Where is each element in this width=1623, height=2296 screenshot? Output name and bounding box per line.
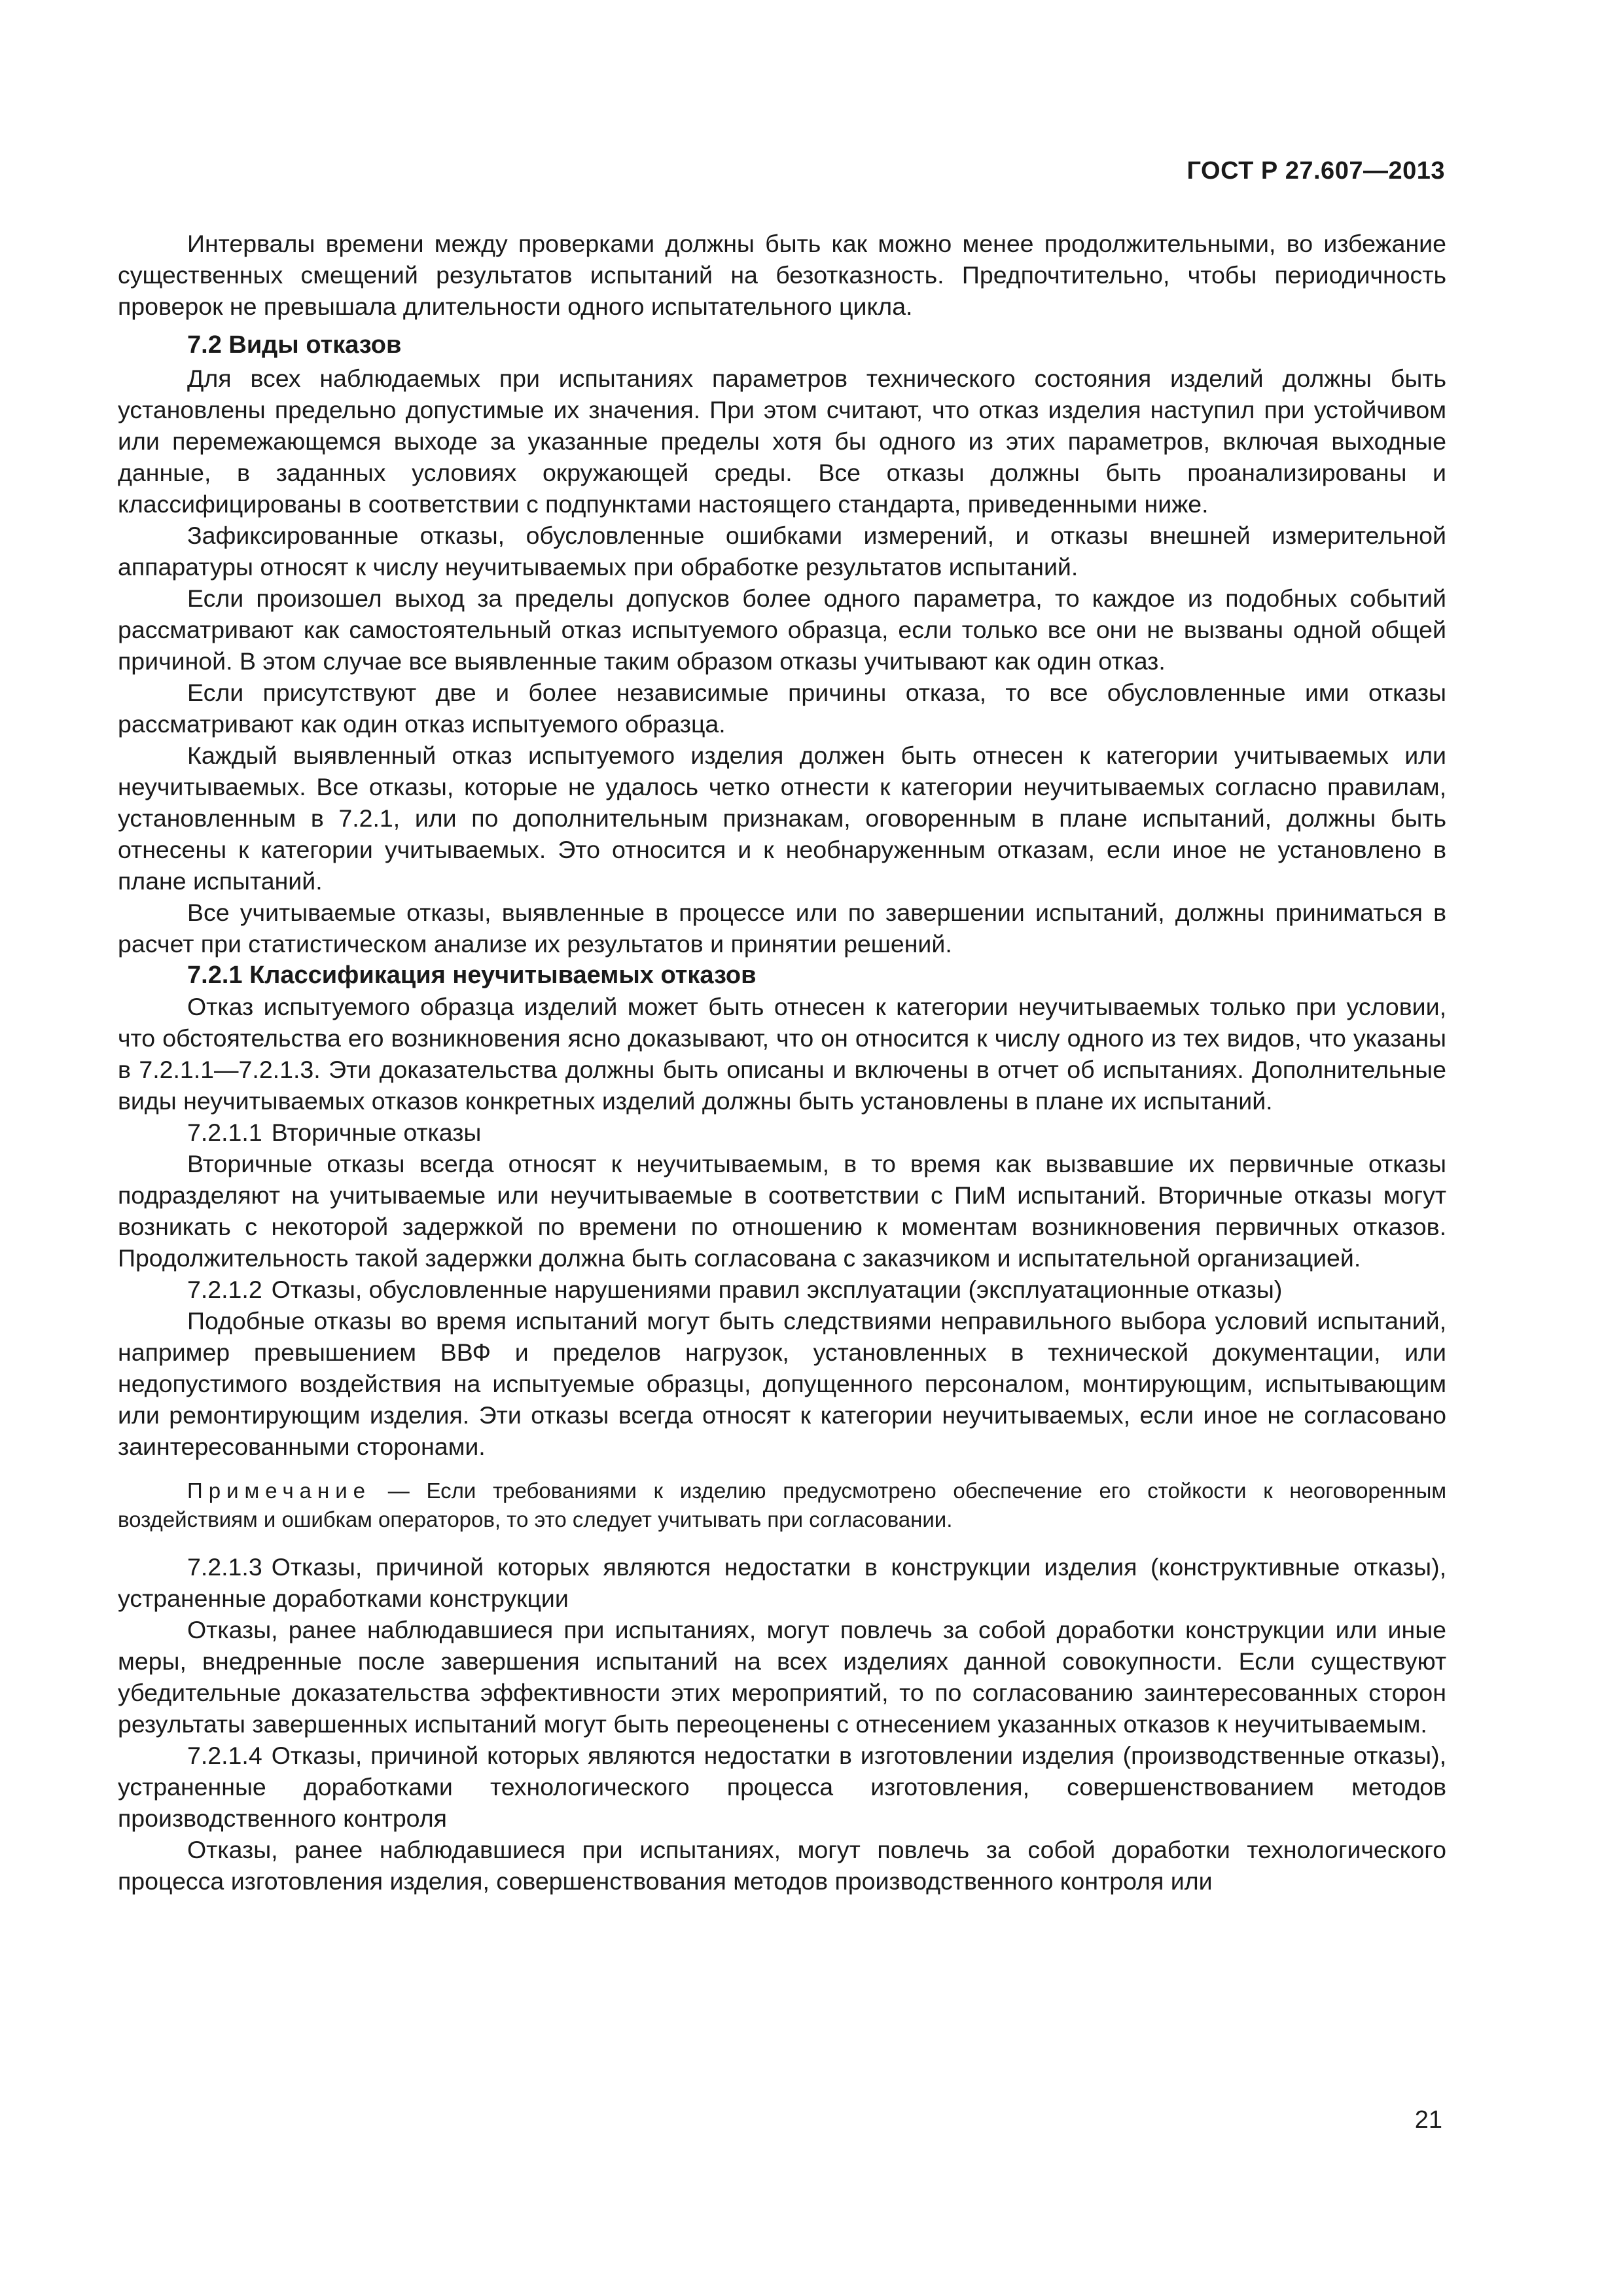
- section-7-2-paragraph-3: Если произошел выход за пределы допусков более одного параметра, то каждое из подобных событий рассматривают как самостоятельный отказ испытуемого образца, если только все они не вызваны одной общей причиной. В этом случае все выявленные таким образом отказы учитывают как один отказ.: [118, 584, 1446, 675]
- document-body: [118, 228, 1446, 1897]
- note-block: [118, 1477, 1446, 1534]
- clause-7-2-1-2-paragraph: Подобные отказы во время испытаний могут быть следствиями неправильного выбора условий испытаний, например превышением ВВФ и пределов нагрузок, установленных в технической документации, или недопустимого воздействия на испытуемые образцы, допущенного персоналом, монтирующим, испытывающим или ремонтирующим изделия. Эти отказы всегда относят к категории неучитываемых, если иное не согласовано заинтересованными сторонами.: [118, 1307, 1446, 1460]
- clause-number: 7.2.1.3: [187, 1553, 262, 1581]
- section-7-2-heading: 7.2 Виды отказов: [187, 331, 402, 359]
- section-7-2-paragraph-4: Если присутствуют две и более независимые причины отказа, то все обусловленные ими отказы рассматривают как один отказ испытуемого образца.: [118, 679, 1446, 738]
- note-text: Если требованиями к изделию предусмотрено обеспечение его стойкости к неоговоренным воздействиям и ошибкам операторов, то это следует учитывать при согласовании.: [118, 1479, 1447, 1532]
- clause-7-2-1-1-paragraph: Вторичные отказы всегда относят к неучитываемым, в то время как вызвавшие их первичные отказы подразделяют на учитываемые или неучитываемые в соответствии с ПиМ испытаний. Вторичные отказы могут возникать с некоторой задержкой по времени по отношению к моментам возникновения первичных отказов. Продолжительность такой задержки должна быть согласована с заказчиком и испытательной организацией.: [118, 1150, 1446, 1272]
- clause-7-2-1-2-title: [118, 1274, 1446, 1305]
- clause-number: 7.2.1.1: [187, 1119, 262, 1146]
- clause-number: 7.2.1.4: [187, 1742, 262, 1769]
- clause-7-2-1-3-paragraph: Отказы, ранее наблюдавшиеся при испытаниях, могут повлечь за собой доработки конструкции или иные меры, внедренные после завершения испытаний на всех изделиях данной совокупности. Если существуют убедительные доказательства эффективности этих мероприятий, то по согласованию заинтересованных сторон результаты завершенных испытаний могут быть переоценены с отнесением указанных отказов к неучитываемым.: [118, 1616, 1446, 1738]
- clause-title: Вторичные отказы: [271, 1119, 482, 1146]
- intro-paragraph: Интервалы времени между проверками должны быть как можно менее продолжительными, во избежание существенных смещений результатов испытаний на безотказность. Предпочтительно, чтобы периодичность проверок не превышала длительности одного испытательного цикла.: [118, 230, 1446, 320]
- note-dash: —: [371, 1479, 427, 1503]
- standard-code-header: ГОСТ Р 27.607—2013: [1186, 157, 1445, 185]
- clause-7-2-1-1-title: [118, 1117, 1446, 1148]
- clause-title: Отказы, причиной которых являются недостатки в конструкции изделия (конструктивные отказы), устраненные доработками конструкции: [118, 1553, 1446, 1612]
- section-7-2-paragraph-1: Для всех наблюдаемых при испытаниях параметров технического состояния изделий должны быть установлены предельно допустимые их значения. При этом считают, что отказ изделия наступил при устойчивом или перемежающемся выходе за указанные пределы хотя бы одного из этих параметров, включая выходные данные, в заданных условиях окружающей среды. Все отказы должны быть проанализированы и классифицированы в соответствии с подпунктами настоящего стандарта, приведенными ниже.: [118, 365, 1446, 518]
- clause-title: Отказы, причиной которых являются недостатки в изготовлении изделия (производственные отказы), устраненные доработками технологического процесса изготовления, совершенствованием методов производственного контроля: [118, 1742, 1446, 1832]
- clause-7-2-1-4-paragraph: Отказы, ранее наблюдавшиеся при испытаниях, могут повлечь за собой доработки технологического процесса изготовления изделия, совершенствования методов производственного контроля или: [118, 1836, 1446, 1895]
- page-number: 21: [1414, 2106, 1442, 2134]
- section-7-2-paragraph-6: Все учитываемые отказы, выявленные в процессе или по завершении испытаний, должны приниматься в расчет при статистическом анализе их результатов и принятии решений.: [118, 899, 1446, 958]
- clause-number: 7.2.1.2: [187, 1276, 262, 1303]
- section-7-2-paragraph-2: Зафиксированные отказы, обусловленные ошибками измерений, и отказы внешней измерительной аппаратуры относят к числу неучитываемых при обработке результатов испытаний.: [118, 522, 1446, 581]
- clause-7-2-1-4-title: [118, 1740, 1446, 1834]
- clause-7-2-1-3-title: [118, 1551, 1446, 1614]
- section-7-2-paragraph-5: Каждый выявленный отказ испытуемого изделия должен быть отнесен к категории учитываемых или неучитываемых. Все отказы, которые не удалось четко отнести к категории неучитываемых согласно правилам, установленным в 7.2.1, или по дополнительным признакам, оговоренным в плане испытаний, должны быть отнесены к категории учитываемых. Это относится и к необнаруженным отказам, если иное не установлено в плане испытаний.: [118, 742, 1446, 895]
- section-7-2-1-paragraph: Отказ испытуемого образца изделий может быть отнесен к категории неучитываемых только при условии, что обстоятельства его возникновения ясно доказывают, что он относится к числу одного из тех видов, что указаны в 7.2.1.1—7.2.1.3. Эти доказательства должны быть описаны и включены в отчет об испытаниях. Дополнительные виды неучитываемых отказов конкретных изделий должны быть установлены в плане их испытаний.: [118, 993, 1446, 1115]
- note-label: Примечание: [187, 1479, 372, 1503]
- section-7-2-1-heading: 7.2.1 Классификация неучитываемых отказов: [187, 961, 757, 989]
- clause-title: Отказы, обусловленные нарушениями правил эксплуатации (эксплуатационные отказы): [271, 1276, 1283, 1303]
